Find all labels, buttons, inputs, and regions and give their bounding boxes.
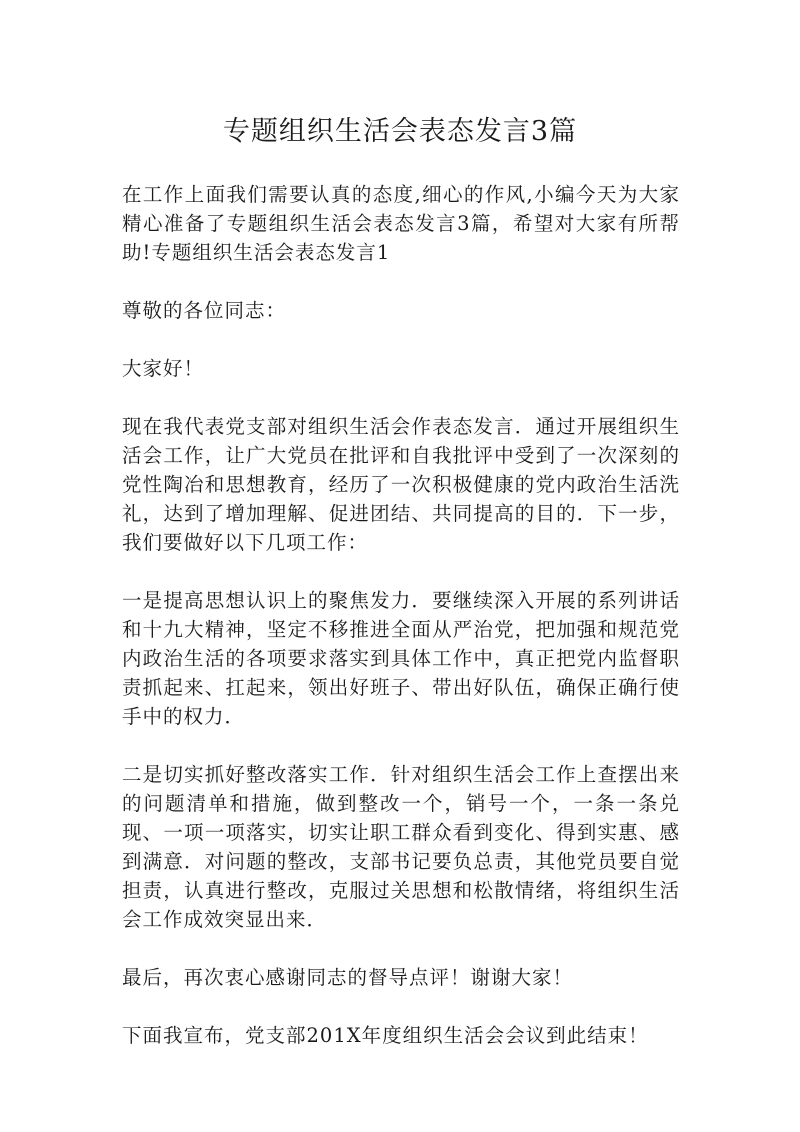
greeting: 大家好！ [122, 357, 205, 380]
statement-paragraph: 现在我代表党支部对组织生活会作表态发言．通过开展组织生活会工作，让广大党员在批评和自我批评中受到了一次深刻的党性陶冶和思想教育，经历了一次积极健康的党内政治生活洗礼，达到了增加理解、促进团结、共同提高的目的．下一步，我们要做好以下几项工作： [122, 415, 680, 554]
meeting-close-announcement: 下面我宣布，党支部201X年度组织生活会会议到此结束！ [122, 1024, 649, 1047]
salutation: 尊敬的各位同志： [122, 299, 287, 322]
document-body [122, 180, 680, 1050]
point-one-paragraph: 一是提高思想认识上的聚焦发力．要继续深入开展的系列讲话和十九大精神，坚定不移推进全面从严治党，把加强和规范党内政治生活的各项要求落实到具体工作中，真正把党内监督职责抓起来、扛起来，领出好班子、带出好队伍，确保正确行使手中的权力． [122, 589, 680, 728]
document-title: 专题组织生活会表态发言3篇 [222, 116, 578, 147]
closing-thanks: 最后，再次衷心感谢同志的督导点评！谢谢大家！ [122, 966, 574, 989]
intro-paragraph: 在工作上面我们需要认真的态度,细心的作风,小编今天为大家精心准备了专题组织生活会表态发言3篇，希望对大家有所帮助!专题组织生活会表态发言1 [122, 183, 680, 264]
point-two-paragraph: 二是切实抓好整改落实工作．针对组织生活会工作上查摆出来的问题清单和措施，做到整改一个，销号一个，一条一条兑现、一项一项落实，切实让职工群众看到变化、得到实惠、感到满意．对问题的整改，支部书记要负总责，其他党员要自觉担责，认真进行整改，克服过关思想和松散情绪，将组织生活会工作成效突显出来． [122, 763, 680, 931]
